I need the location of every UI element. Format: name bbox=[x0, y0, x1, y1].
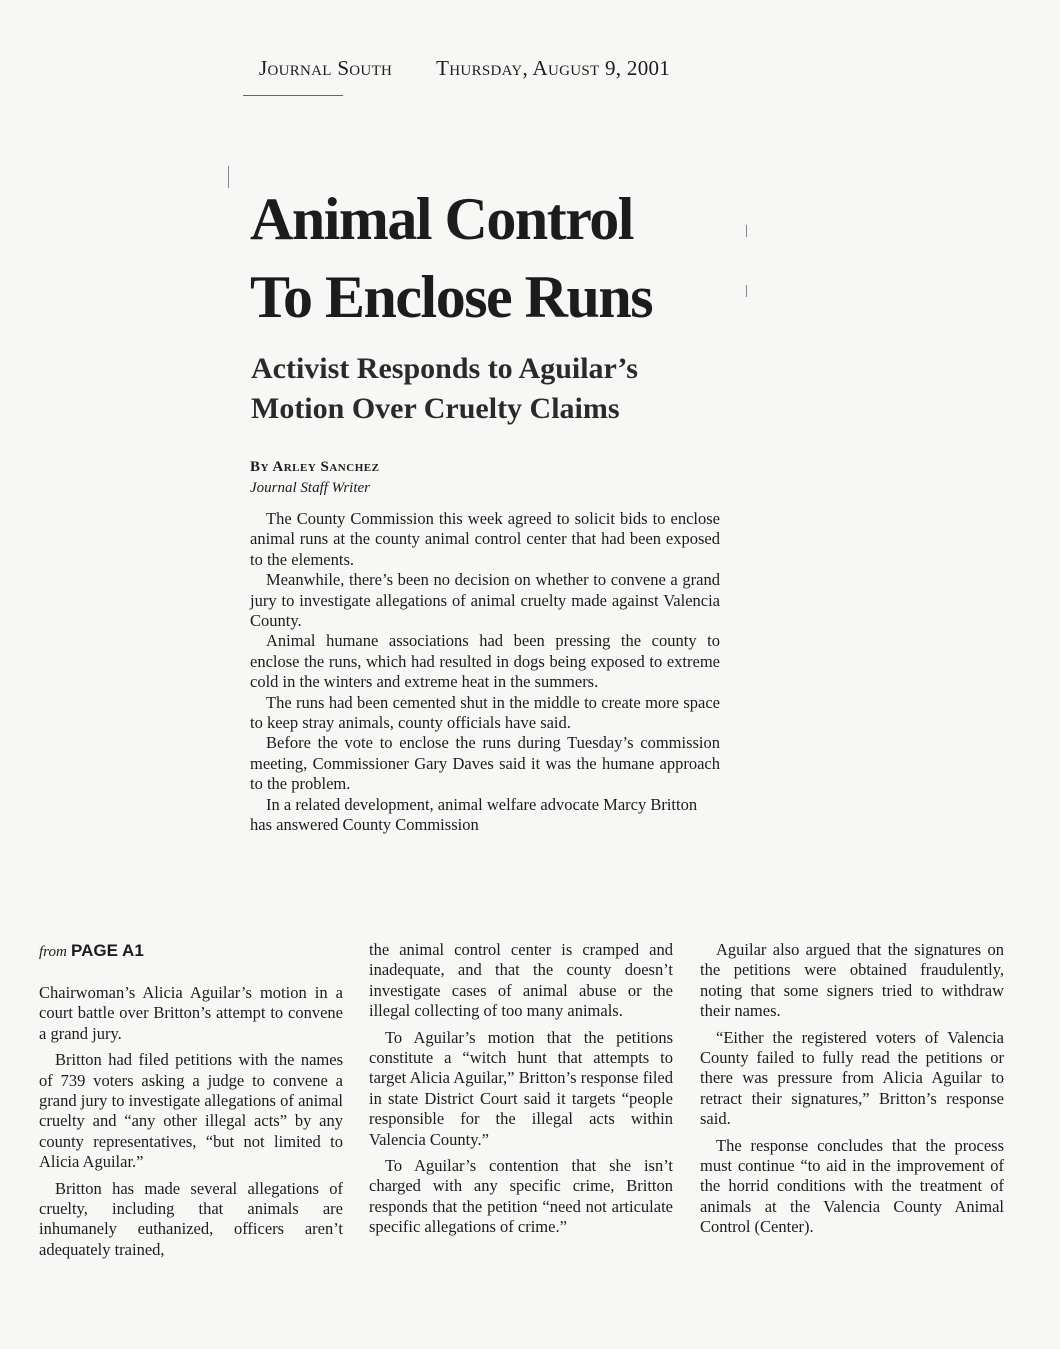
article-paragraph: The County Commission this week agreed to solicit bids to enclose animal runs at the county animal control center that had been exposed to the elements. bbox=[250, 509, 720, 569]
article-paragraph: Aguilar also argued that the signatures on the petitions were obtained fraudulently, noting that some signers tried to withdraw their names. bbox=[700, 940, 1004, 1021]
article-paragraph: Meanwhile, there’s been no decision on whether to convene a grand jury to investigate allegations of animal cruelty made against Valencia County. bbox=[250, 570, 720, 631]
folio-line bbox=[259, 56, 670, 81]
article-paragraph: Britton had filed petitions with the names of 739 voters asking a judge to convene a grand jury to investigate allegations of animal cruelty and “any other illegal acts” by any county representatives, “but not limited to Alicia Aguilar.” bbox=[39, 1050, 343, 1172]
byline-author: By Arley Sanchez bbox=[250, 459, 380, 475]
byline-title: Journal Staff Writer bbox=[250, 480, 370, 496]
article-paragraph: “Either the registered voters of Valencia County failed to fully read the petitions or there was pressure from Alicia Aguilar to retract their signatures,” Britton’s response said. bbox=[700, 1027, 1004, 1129]
article-paragraph: The runs had been cemented shut in the middle to create more space to keep stray animals, county officials have said. bbox=[250, 692, 720, 733]
section-name: Journal South bbox=[259, 56, 393, 80]
article-paragraph: Animal humane associations had been pressing the county to enclose the runs, which had resulted in dogs being exposed to extreme cold in the winters and extreme heat in the summers. bbox=[250, 631, 720, 692]
headline-line-1: Animal Control bbox=[250, 186, 633, 252]
jump-column-3 bbox=[700, 940, 1004, 1244]
article-paragraph: The response concludes that the process must continue “to aid in the improvement of the horrid conditions with the treatment of animals at the Valencia County Animal Control (Center). bbox=[700, 1135, 1004, 1237]
jump-column-2 bbox=[369, 940, 673, 1244]
article-paragraph: Britton has made several allegations of cruelty, including that animals are inhumanely euthanized, officers aren’t adequately trained, bbox=[39, 1178, 343, 1259]
article-paragraph: In a related development, animal welfare advocate Marcy Britton has answered County Commission bbox=[250, 794, 698, 835]
subheadline-line-1: Activist Responds to Aguilar’s bbox=[251, 352, 638, 385]
folio-rule bbox=[243, 95, 343, 96]
subheadline-line-2: Motion Over Cruelty Claims bbox=[251, 392, 620, 425]
article-paragraph: the animal control center is cramped and inadequate, and that the county doesn’t investigate cases of animal abuse or the illegal collecting of too many animals. bbox=[369, 940, 673, 1021]
jump-column-1 bbox=[39, 940, 343, 1266]
headline bbox=[250, 180, 750, 336]
crop-mark bbox=[228, 166, 229, 188]
article-paragraph: Chairwoman’s Alicia Aguilar’s motion in a court battle over Britton’s attempt to convene a grand jury. bbox=[39, 983, 343, 1043]
issue-date: Thursday, August 9, 2001 bbox=[436, 56, 671, 80]
subheadline bbox=[251, 349, 731, 429]
jump-label bbox=[39, 940, 343, 963]
article-paragraph: To Aguilar’s motion that the petitions constitute a “witch hunt that attempts to target Alicia Aguilar,” Britton’s response filed in state District Court said it targets “people responsible for the illegal acts within Valencia County.” bbox=[369, 1027, 673, 1149]
headline-line-2: To Enclose Runs bbox=[250, 264, 653, 330]
article-paragraph: To Aguilar’s contention that she isn’t charged with any specific crime, Britton responds that the petition “need not articulate specific allegations of crime.” bbox=[369, 1156, 673, 1237]
jump-page: PAGE A1 bbox=[71, 941, 144, 960]
article-paragraph: Before the vote to enclose the runs during Tuesday’s commission meeting, Commissioner Gary Daves said it was the humane approach to the problem. bbox=[250, 733, 720, 794]
article-lead-body bbox=[250, 509, 720, 836]
jump-from: from bbox=[39, 944, 67, 960]
